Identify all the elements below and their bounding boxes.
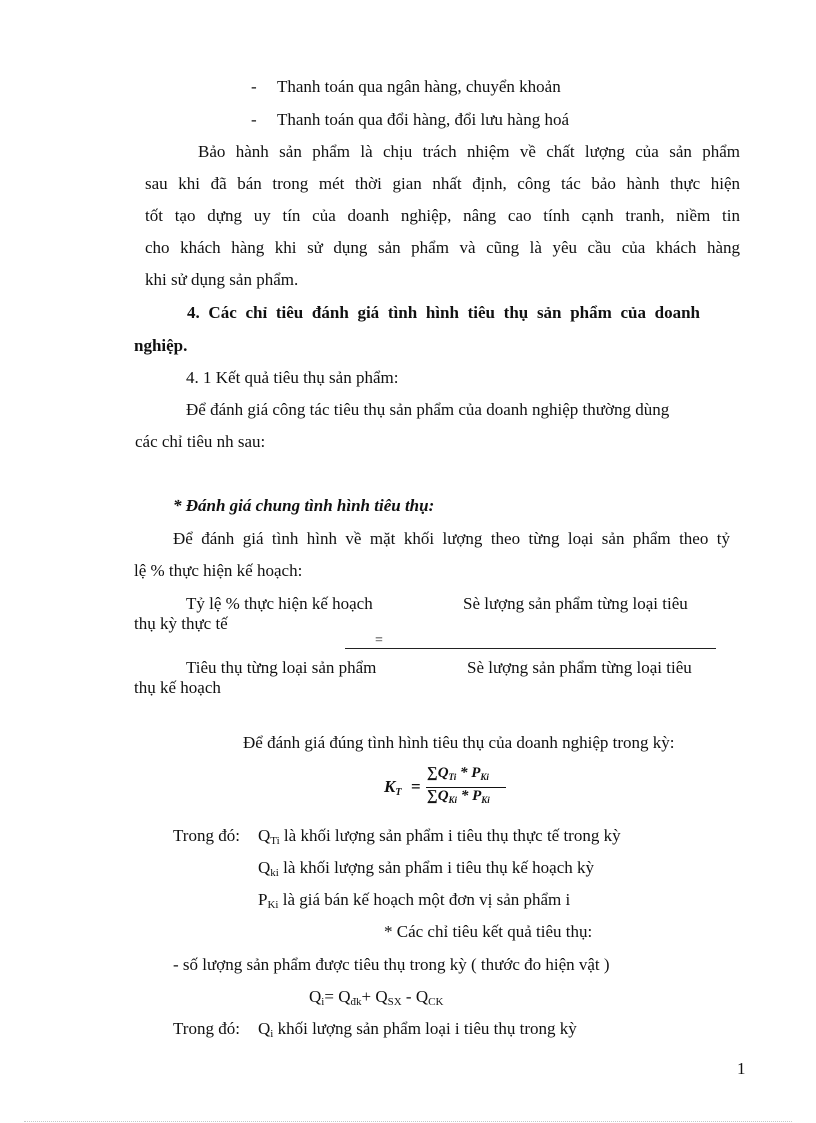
formula-numerator: $\sum Q_{Ti} * P_{Ki}$ xyxy=(427,765,489,782)
paragraph-line: cho khách hàng khi sử dụng sản phẩm và cũng là yêu cầu của khách hàng xyxy=(145,238,740,257)
ratio-numerator-cont: thụ kỳ thực tế xyxy=(134,614,228,633)
ratio-label: Tiêu thụ từng loại sản phẩm xyxy=(186,658,377,677)
formula-equals: = xyxy=(411,777,421,796)
general-heading: * Đánh giá chung tình hình tiêu thụ: xyxy=(173,496,435,515)
paragraph-line: tốt tạo dựng uy tín của doanh nghiệp, nâng cao tính cạnh tranh, niềm tin xyxy=(145,206,740,225)
paragraph-line: - số lượng sản phẩm được tiêu thụ trong kỳ ( thước đo hiện vật ) xyxy=(173,955,610,974)
paragraph-line: sau khi đã bán trong mét thời gian nhất định, công tác bảo hành thực hiện xyxy=(145,174,740,193)
paragraph-line: Để đánh giá tình hình về mặt khối lượng theo từng loại sản phẩm theo tỷ xyxy=(173,529,730,548)
paragraph-line: Để đánh giá đúng tình hình tiêu thụ của doanh nghiệp trong kỳ: xyxy=(243,733,675,752)
list-item: Thanh toán qua ngân hàng, chuyển khoản xyxy=(277,77,561,96)
section-heading-cont: nghiệp. xyxy=(134,336,188,355)
definition-line: $Q_i$ khối lượng sản phẩm loại i tiêu thụ trong kỳ xyxy=(258,1019,577,1040)
paragraph-line: Bảo hành sản phẩm là chịu trách nhiệm về chất lượng của sản phẩm xyxy=(198,142,740,161)
paragraph-line: các chỉ tiêu nh sau: xyxy=(135,432,266,451)
where-label: Trong đó: xyxy=(173,826,240,845)
where-label: Trong đó: xyxy=(173,1019,240,1038)
definition-line: $P_{Ki}$ là giá bán kế hoạch một đơn vị sản phẩm i xyxy=(258,890,571,911)
paragraph-line: khi sử dụng sản phẩm. xyxy=(145,270,299,289)
formula-denominator: $\sum Q_{Ki} * P_{Ki}$ xyxy=(427,788,490,805)
definition-line: $Q_{Ti}$ là khối lượng sản phẩm i tiêu thụ thực tế trong kỳ xyxy=(258,826,621,847)
ratio-label: Tỷ lệ % thực hiện kế hoạch xyxy=(186,594,373,613)
paragraph-line: Để đánh giá công tác tiêu thụ sản phẩm của doanh nghiệp thường dùng xyxy=(186,400,670,419)
paragraph-line: lệ % thực hiện kế hoạch: xyxy=(134,561,303,580)
result-heading: * Các chỉ tiêu kết quả tiêu thụ: xyxy=(384,922,593,941)
qi-formula: $Q_i= Q_{đk}+ Q_{SX} - Q_{CK}$ xyxy=(309,987,444,1008)
bullet-marker: - xyxy=(251,110,257,129)
ratio-denominator-cont: thụ kế hoạch xyxy=(134,678,221,697)
fraction-line xyxy=(345,648,716,649)
formula-lhs: KT xyxy=(384,777,402,798)
ratio-numerator: Sè lượng sản phẩm từng loại tiêu xyxy=(463,594,688,613)
subsection-heading: 4. 1 Kết quả tiêu thụ sản phẩm: xyxy=(186,368,399,387)
section-heading: 4. Các chỉ tiêu đánh giá tình hình tiêu thụ sản phẩm của doanh xyxy=(187,303,700,322)
bullet-marker: - xyxy=(251,77,257,96)
definition-line: $Q_{ki}$ là khối lượng sản phẩm i tiêu thụ kế hoạch kỳ xyxy=(258,858,595,879)
page-number: 1 xyxy=(737,1059,746,1078)
kt-formula xyxy=(384,765,508,808)
ratio-denominator: Sè lượng sản phẩm từng loại tiêu xyxy=(467,658,692,677)
list-item: Thanh toán qua đổi hàng, đổi lưu hàng hoá xyxy=(277,110,570,129)
equals-mark: = xyxy=(375,633,383,648)
